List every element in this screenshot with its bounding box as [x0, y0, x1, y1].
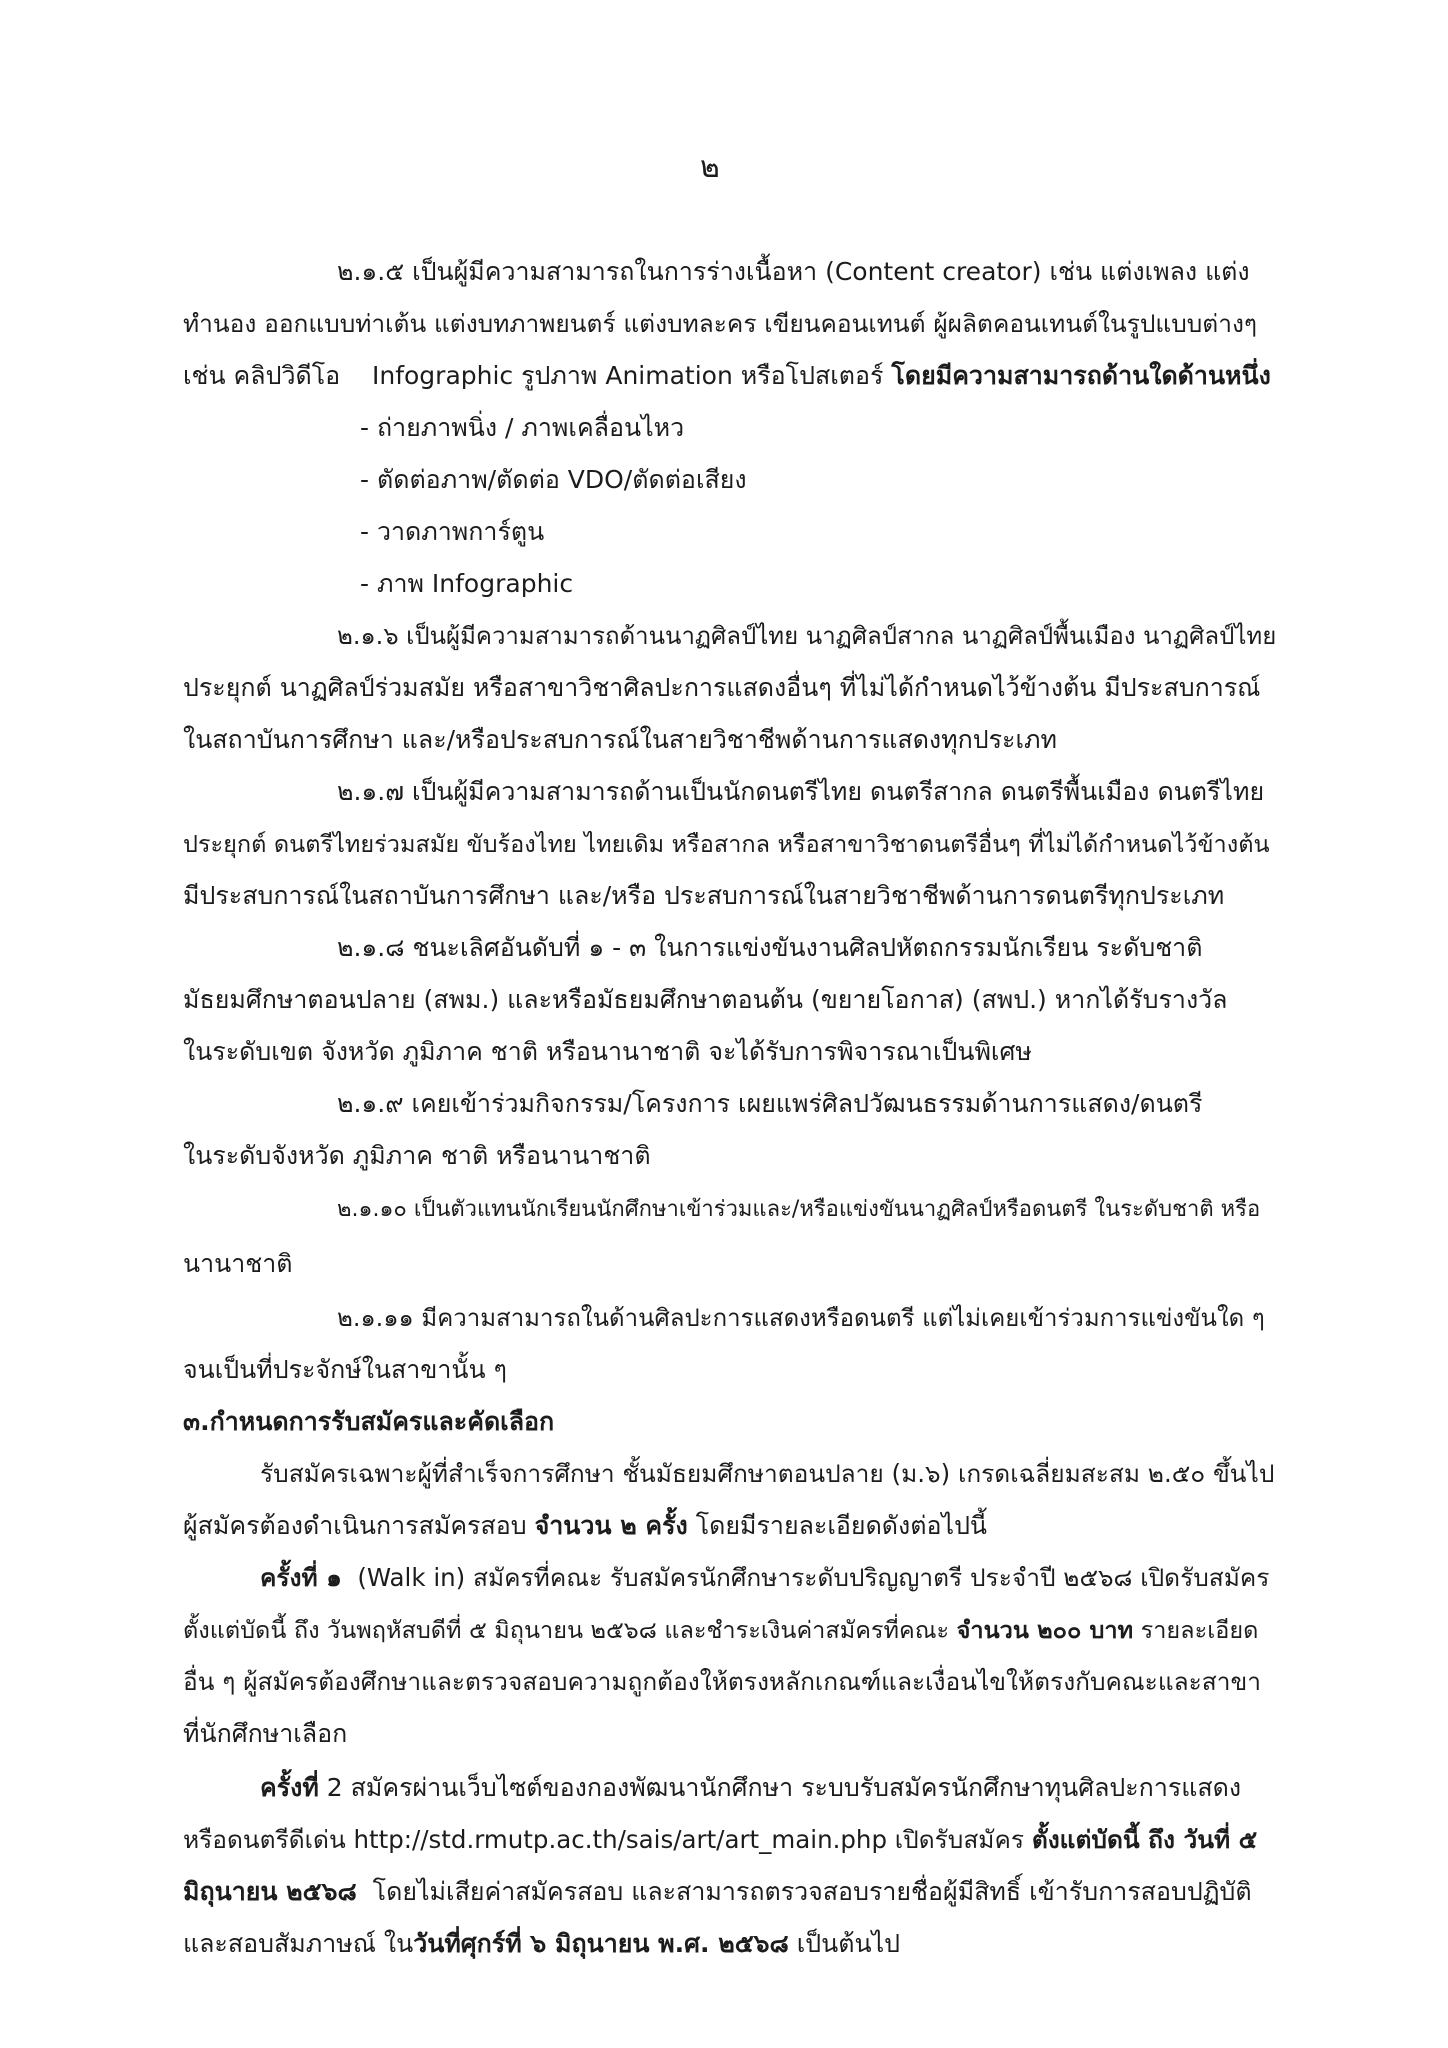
round-1-line-4: ที่นักศึกษาเลือก	[183, 1719, 348, 1748]
round-1-line-2: ตั้งแต่บัดนี้ ถึง วันพฤหัสบดีที่ ๕ มิถุนายน ๒๕๖๘ และชำระเงินค่าสมัครที่คณะ จำนวน ๒๐๐ บาท รายละเอียด	[183, 1616, 1259, 1644]
section-2-1-9-line-2: ในระดับจังหวัด ภูมิภาค ชาติ หรือนานาชาติ	[183, 1141, 651, 1170]
round-1-line-3: อื่น ๆ ผู้สมัครต้องศึกษาและตรวจสอบความถูกต้องให้ตรงหลักเกณฑ์และเงื่อนไขให้ตรงกับคณะและสาขา	[183, 1667, 1261, 1696]
section-2-1-8-line-2: มัธยมศึกษาตอนปลาย (สพม.) และหรือมัธยมศึกษาตอนต้น (ขยายโอกาส) (สพป.) หากได้รับรางวัล	[183, 985, 1228, 1014]
section-2-1-6-line-1: ๒.๑.๖ เป็นผู้มีความสามารถด้านนาฏศิลป์ไทย นาฏศิลป์สากล นาฏศิลป์พื้นเมือง นาฏศิลป์ไทย	[337, 622, 1277, 650]
section-2-1-10-line-1: ๒.๑.๑๐ เป็นตัวแทนนักเรียนนักศึกษาเข้าร่วมและ/หรือแข่งขันนาฏศิลป์หรือดนตรี ในระดับชาติ หรือ	[337, 1197, 1261, 1222]
section-3-para-1-line-2: ผู้สมัครต้องดำเนินการสมัครสอบ จำนวน ๒ ครั้ง โดยมีรายละเอียดดังต่อไปนี้	[183, 1511, 988, 1540]
section-2-1-10-line-2: นานาชาติ	[183, 1249, 293, 1278]
section-2-1-8-line-3: ในระดับเขต จังหวัด ภูมิภาค ชาติ หรือนานาชาติ จะได้รับการพิจารณาเป็นพิเศษ	[183, 1037, 1032, 1066]
section-2-1-7-line-3: มีประสบการณ์ในสถาบันการศึกษา และ/หรือ ประสบการณ์ในสายวิชาชีพด้านการดนตรีทุกประเภท	[183, 881, 1225, 910]
section-2-1-8-line-1: ๒.๑.๘ ชนะเลิศอันดับที่ ๑ - ๓ ในการแข่งขันงานศิลปหัตถกรรมนักเรียน ระดับชาติ	[337, 933, 1203, 962]
section-2-1-11-line-1: ๒.๑.๑๑ มีความสามารถในด้านศิลปะการแสดงหรือดนตรี แต่ไม่เคยเข้าร่วมการแข่งขันใด ๆ	[337, 1304, 1265, 1332]
round-2-line-3: มิถุนายน ๒๕๖๘ โดยไม่เสียค่าสมัครสอบ และสามารถตรวจสอบรายชื่อผู้มีสิทธิ์ เข้ารับการสอบปฏิบัติ	[183, 1877, 1252, 1906]
round-2-line-1: ครั้งที่ 2 สมัครผ่านเว็บไซต์ของกองพัฒนานักศึกษา ระบบรับสมัครนักศึกษาทุนศิลปะการแสดง	[260, 1773, 1242, 1802]
list-item: - ภาพ Infographic	[360, 569, 574, 598]
page-number: ๒	[700, 150, 720, 185]
section-2-1-6-line-2: ประยุกต์ นาฏศิลป์ร่วมสมัย หรือสาขาวิชาศิลปะการแสดงอื่นๆ ที่ไม่ได้กำหนดไว้ข้างต้น มีประสบการณ์	[183, 673, 1261, 702]
round-2-label: ครั้งที่	[260, 1773, 319, 1802]
bold-text: วันที่ศุกร์ที่ ๖ มิถุนายน พ.ศ. ๒๕๖๘	[413, 1929, 789, 1958]
section-2-1-7-line-1: ๒.๑.๗ เป็นผู้มีความสามารถด้านเป็นนักดนตรีไทย ดนตรีสากล ดนตรีพื้นเมือง ดนตรีไทย	[337, 777, 1265, 806]
bold-text: จำนวน ๒๐๐ บาท	[956, 1616, 1134, 1644]
round-2-line-2: หรือดนตรีดีเด่น http://std.rmutp.ac.th/sais/art/art_main.php เปิดรับสมัคร ตั้งแต่บัดนี้ ถึง วันที่ ๕	[183, 1825, 1258, 1854]
round-1-line-1: ครั้งที่ ๑ (Walk in) สมัครที่คณะ รับสมัครนักศึกษาระดับปริญญาตรี ประจำปี ๒๕๖๘ เปิดรับสมัคร	[260, 1563, 1270, 1592]
bold-text: ตั้งแต่บัดนี้ ถึง วันที่ ๕	[1031, 1825, 1258, 1854]
section-3-para-1-line-1: รับสมัครเฉพาะผู้ที่สำเร็จการศึกษา ชั้นมัธยมศึกษาตอนปลาย (ม.๖) เกรดเฉลี่ยมสะสม ๒.๕๐ ขึ้นไป	[260, 1459, 1275, 1488]
round-1-label: ครั้งที่ ๑	[260, 1563, 342, 1592]
section-2-1-5-line-1: ๒.๑.๕ เป็นผู้มีความสามารถในการร่างเนื้อหา (Content creator) เช่น แต่งเพลง แต่ง	[337, 257, 1250, 286]
round-2-line-4: และสอบสัมภาษณ์ ในวันที่ศุกร์ที่ ๖ มิถุนายน พ.ศ. ๒๕๖๘ เป็นต้นไป	[183, 1929, 901, 1958]
section-2-1-5-line-3: เช่น คลิปวิดีโอ Infographic รูปภาพ Animation หรือโปสเตอร์ โดยมีความสามารถด้านใดด้านหนึ่ง	[183, 361, 1271, 390]
section-2-1-9-line-1: ๒.๑.๙ เคยเข้าร่วมกิจกรรม/โครงการ เผยแพร่ศิลปวัฒนธรรมด้านการแสดง/ดนตรี	[337, 1089, 1203, 1118]
section-3-heading: ๓.กำหนดการรับสมัครและคัดเลือก	[183, 1407, 555, 1436]
list-item: - วาดภาพการ์ตูน	[360, 517, 545, 546]
section-2-1-7-line-2: ประยุกต์ ดนตรีไทยร่วมสมัย ขับร้องไทย ไทยเดิม หรือสากล หรือสาขาวิชาดนตรีอื่นๆ ที่ไม่ได้กำหนดไว้ข้างต้น	[183, 830, 1270, 858]
bold-text: โดยมีความสามารถด้านใดด้านหนึ่ง	[891, 361, 1271, 390]
list-item: - ถ่ายภาพนิ่ง / ภาพเคลื่อนไหว	[360, 413, 685, 442]
section-2-1-5-line-2: ทำนอง ออกแบบท่าเต้น แต่งบทภาพยนตร์ แต่งบทละคร เขียนคอนเทนต์ ผู้ผลิตคอนเทนต์ในรูปแบบต่างๆ	[183, 309, 1258, 338]
bold-text: มิถุนายน ๒๕๖๘	[183, 1877, 357, 1906]
bold-text: จำนวน ๒ ครั้ง	[534, 1511, 688, 1540]
list-item: - ตัดต่อภาพ/ตัดต่อ VDO/ตัดต่อเสียง	[360, 465, 747, 494]
section-2-1-11-line-2: จนเป็นที่ประจักษ์ในสาขานั้น ๆ	[183, 1355, 507, 1384]
section-2-1-6-line-3: ในสถาบันการศึกษา และ/หรือประสบการณ์ในสายวิชาชีพด้านการแสดงทุกประเภท	[183, 725, 1057, 754]
